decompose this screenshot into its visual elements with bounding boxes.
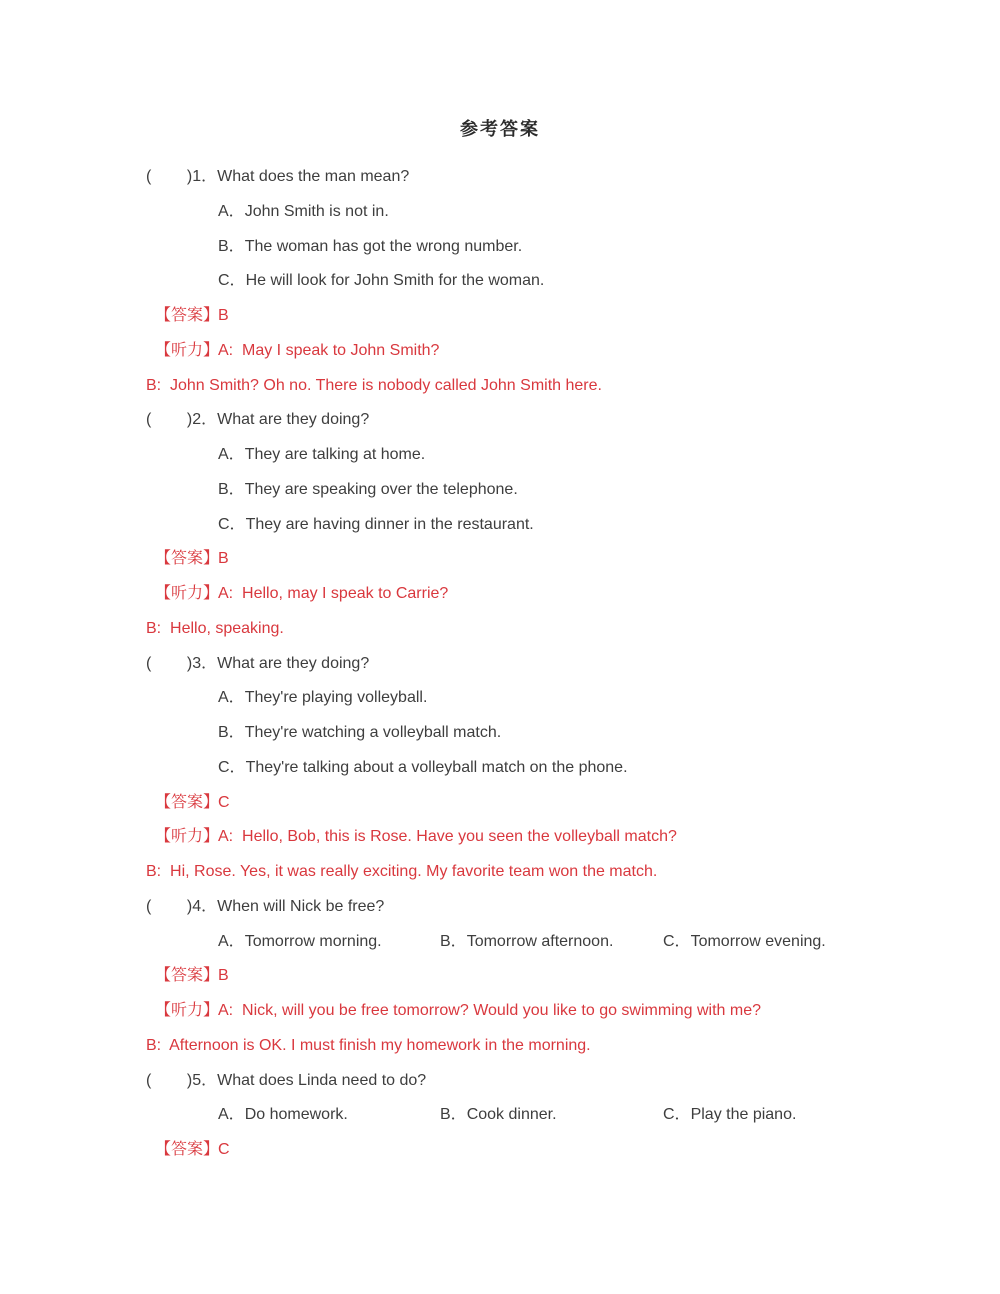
dialogue-line <box>0 855 1000 890</box>
answer-line <box>0 542 1000 577</box>
question-line <box>0 647 1000 682</box>
option-label: A． <box>218 689 245 707</box>
option-text: Tomorrow morning. <box>244 932 382 950</box>
option-text: They are speaking over the telephone. <box>244 480 518 498</box>
listening-dialogue-a: A: Hello, Bob, this is Rose. Have you seen the volleyball match? <box>218 828 677 846</box>
listening-tag: 【听力】 <box>155 1002 220 1019</box>
answer-value: C <box>218 793 230 811</box>
listening-dialogue-a: A: Hello, may I speak to Carrie? <box>218 585 449 602</box>
option-item <box>440 1098 663 1133</box>
option-label: B． <box>440 932 467 950</box>
answer-line <box>0 299 1000 334</box>
option-label: C． <box>218 515 246 533</box>
option-item <box>0 438 1000 473</box>
option-item <box>0 230 1000 265</box>
listening-dialogue-b: B: Afternoon is OK. I must finish my homework in the morning. <box>146 1036 591 1054</box>
answer-tag: 【答案】 <box>155 307 220 324</box>
question-line <box>0 1064 1000 1099</box>
option-item <box>663 925 826 960</box>
option-text: They are having dinner in the restaurant. <box>245 515 534 533</box>
question-paren-label: ( )5． <box>146 1071 218 1089</box>
question-paren-label: ( )2． <box>146 411 218 429</box>
answer-line <box>0 959 1000 994</box>
option-item <box>440 925 663 960</box>
option-label: A． <box>218 932 245 950</box>
listening-line <box>0 820 1000 855</box>
answer-value: B <box>218 307 229 324</box>
question-text: What does Linda need to do? <box>217 1071 427 1089</box>
option-text: They're talking about a volleyball match on the phone. <box>245 758 628 776</box>
listening-tag: 【听力】 <box>155 828 220 846</box>
option-item <box>0 264 1000 299</box>
option-label: B． <box>440 1106 467 1124</box>
answer-value: C <box>218 1141 230 1158</box>
question-paren-label: ( )3． <box>146 654 218 672</box>
answer-line <box>0 1133 1000 1168</box>
option-text: They're watching a volleyball match. <box>244 724 502 741</box>
listening-dialogue-a: A: May I speak to John Smith? <box>218 341 440 359</box>
question-line <box>0 890 1000 925</box>
option-text: They're playing volleyball. <box>244 689 428 707</box>
option-label: C． <box>218 272 246 290</box>
question-paren-label: ( )1． <box>146 168 218 185</box>
listening-line <box>0 577 1000 612</box>
option-text: Play the piano. <box>690 1106 797 1124</box>
option-text: Cook dinner. <box>466 1106 557 1124</box>
answer-key-content <box>0 160 1000 1168</box>
option-item <box>0 681 1000 716</box>
option-row <box>0 925 1000 960</box>
option-label: C． <box>218 758 246 776</box>
answer-tag: 【答案】 <box>155 1141 220 1158</box>
option-label: A． <box>218 202 245 220</box>
option-label: B． <box>218 724 245 741</box>
option-item <box>0 508 1000 543</box>
question-text: When will Nick be free? <box>217 897 385 915</box>
question-text: What are they doing? <box>217 411 370 429</box>
option-label: C． <box>663 932 691 950</box>
option-label: B． <box>218 237 245 255</box>
dialogue-line <box>0 612 1000 647</box>
dialogue-line <box>0 369 1000 404</box>
option-text: Tomorrow afternoon. <box>466 932 614 950</box>
option-row <box>0 1098 1000 1133</box>
option-item <box>0 751 1000 786</box>
option-text: John Smith is not in. <box>244 202 389 220</box>
listening-line <box>0 334 1000 369</box>
answer-tag: 【答案】 <box>155 793 220 811</box>
option-text: Tomorrow evening. <box>690 932 826 950</box>
question-line <box>0 403 1000 438</box>
listening-dialogue-b: B: Hello, speaking. <box>146 619 284 637</box>
answer-tag: 【答案】 <box>155 967 220 985</box>
answer-value: B <box>218 550 229 568</box>
option-text: They are talking at home. <box>244 446 426 463</box>
option-text: The woman has got the wrong number. <box>244 237 523 255</box>
option-item <box>218 1098 440 1133</box>
answer-line <box>0 786 1000 821</box>
question-line <box>0 160 1000 195</box>
option-item <box>0 716 1000 751</box>
option-label: C． <box>663 1106 691 1124</box>
dialogue-line <box>0 1029 1000 1064</box>
listening-line <box>0 994 1000 1029</box>
option-item <box>0 473 1000 508</box>
option-label: A． <box>218 446 245 463</box>
listening-dialogue-b: B: John Smith? Oh no. There is nobody called John Smith here. <box>146 376 602 394</box>
question-text: What does the man mean? <box>217 168 410 185</box>
option-text: Do homework. <box>244 1106 348 1124</box>
listening-tag: 【听力】 <box>155 341 220 359</box>
listening-dialogue-b: B: Hi, Rose. Yes, it was really exciting. My favorite team won the match. <box>146 863 658 880</box>
question-text: What are they doing? <box>217 654 370 672</box>
page-title: 参考答案 <box>460 119 540 139</box>
option-item <box>663 1098 796 1133</box>
question-paren-label: ( )4． <box>146 897 218 915</box>
option-item <box>0 195 1000 230</box>
option-label: B． <box>218 480 245 498</box>
listening-tag: 【听力】 <box>155 585 220 602</box>
answer-tag: 【答案】 <box>155 550 220 568</box>
listening-dialogue-a: A: Nick, will you be free tomorrow? Would you like to go swimming with me? <box>218 1002 762 1019</box>
answer-value: B <box>218 967 229 985</box>
option-item <box>218 925 440 960</box>
option-text: He will look for John Smith for the woman. <box>245 272 545 290</box>
option-label: A． <box>218 1106 245 1124</box>
